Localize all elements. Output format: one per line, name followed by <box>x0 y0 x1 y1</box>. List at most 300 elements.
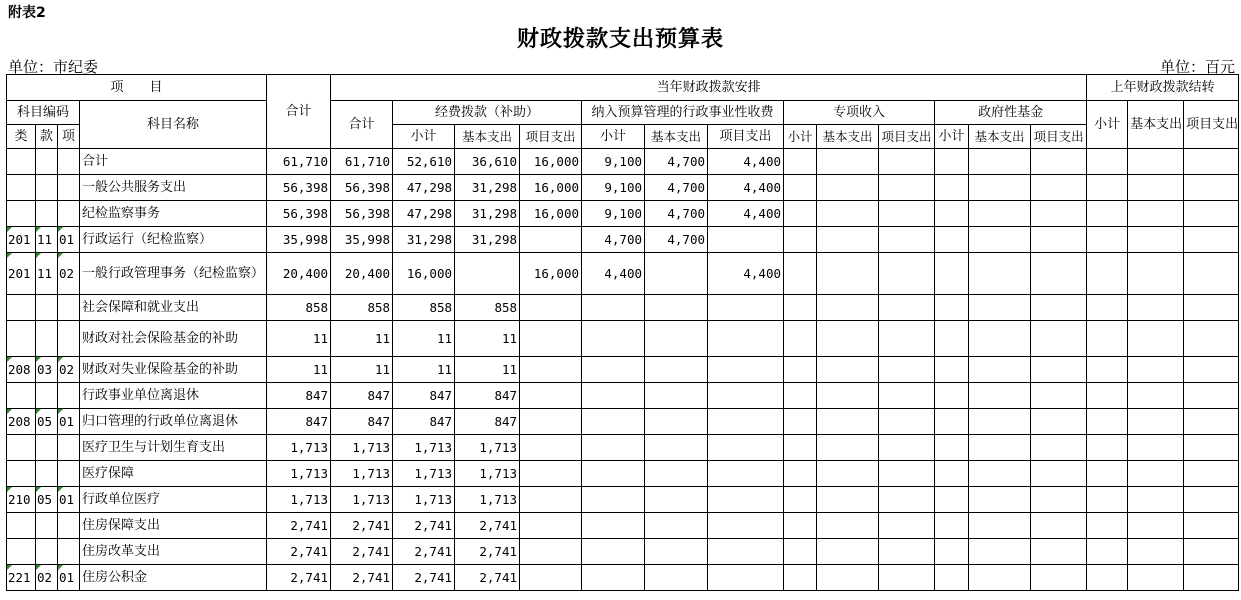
cell-empty <box>1087 253 1128 295</box>
cell-code-xiang: 01 <box>58 227 80 253</box>
header-current-year: 当年财政拨款安排 <box>331 75 1087 101</box>
cell-code-lei <box>7 149 36 175</box>
table-row <box>7 539 1239 565</box>
cell-empty <box>969 513 1031 539</box>
cell-empty <box>817 253 879 295</box>
cell-fees-project: 4,400 <box>708 149 784 175</box>
cell-empty <box>784 357 817 383</box>
cell-code-kuan: 11 <box>36 253 58 295</box>
cell-empty <box>784 175 817 201</box>
cell-code-xiang: 01 <box>58 487 80 513</box>
cell-fees-project: 4,400 <box>708 253 784 295</box>
cell-funds-subtotal: 16,000 <box>393 253 455 295</box>
cell-empty <box>1184 295 1239 321</box>
cell-empty <box>1184 513 1239 539</box>
cell-subject-name: 一般行政管理事务（纪检监察） <box>80 253 267 295</box>
cell-empty <box>1031 565 1087 591</box>
cell-fees-subtotal: 9,100 <box>582 201 645 227</box>
cell-current-total: 61,710 <box>331 149 393 175</box>
cell-current-total: 56,398 <box>331 175 393 201</box>
cell-empty <box>969 227 1031 253</box>
header-xiang: 项 <box>58 125 80 149</box>
cell-empty <box>817 321 879 357</box>
cell-empty <box>1128 321 1184 357</box>
cell-empty <box>1184 201 1239 227</box>
cell-total: 56,398 <box>267 201 331 227</box>
cell-empty <box>817 435 879 461</box>
cell-funds-subtotal: 1,713 <box>393 487 455 513</box>
cell-fees-subtotal <box>582 409 645 435</box>
cell-fees-basic <box>645 435 708 461</box>
cell-fees-project <box>708 383 784 409</box>
cell-empty <box>935 201 969 227</box>
cell-code-kuan <box>36 461 58 487</box>
cell-subject-name: 医疗卫生与计划生育支出 <box>80 435 267 461</box>
cell-total: 56,398 <box>267 175 331 201</box>
cell-fees-project: 4,400 <box>708 201 784 227</box>
cell-empty <box>784 435 817 461</box>
cell-code-kuan: 05 <box>36 487 58 513</box>
header-item: 项 目 <box>7 75 267 101</box>
cell-empty <box>1128 295 1184 321</box>
cell-fees-project <box>708 435 784 461</box>
cell-code-lei: 221 <box>7 565 36 591</box>
cell-empty <box>969 149 1031 175</box>
cell-funds-basic: 11 <box>455 357 520 383</box>
cell-code-lei: 201 <box>7 253 36 295</box>
cell-empty <box>1087 383 1128 409</box>
cell-subject-name: 财政对失业保险基金的补助 <box>80 357 267 383</box>
cell-empty <box>1031 461 1087 487</box>
cell-empty <box>1128 565 1184 591</box>
cell-empty <box>817 539 879 565</box>
cell-empty <box>935 321 969 357</box>
cell-funds-basic: 858 <box>455 295 520 321</box>
cell-fees-basic <box>645 357 708 383</box>
cell-code-lei <box>7 321 36 357</box>
table-row <box>7 295 1239 321</box>
table-row <box>7 409 1239 435</box>
cell-funds-project <box>520 435 582 461</box>
cell-fees-subtotal <box>582 461 645 487</box>
cell-empty <box>935 253 969 295</box>
cell-funds-subtotal: 11 <box>393 321 455 357</box>
table-row <box>7 461 1239 487</box>
cell-total: 2,741 <box>267 565 331 591</box>
cell-empty <box>1184 565 1239 591</box>
cell-empty <box>935 539 969 565</box>
cell-subject-name: 住房保障支出 <box>80 513 267 539</box>
cell-fees-project <box>708 565 784 591</box>
cell-current-total: 11 <box>331 357 393 383</box>
cell-funds-project <box>520 295 582 321</box>
cell-total: 847 <box>267 409 331 435</box>
cell-empty <box>1128 227 1184 253</box>
cell-funds-basic: 31,298 <box>455 201 520 227</box>
table-row <box>7 321 1239 357</box>
cell-funds-subtotal: 847 <box>393 409 455 435</box>
cell-empty <box>879 383 935 409</box>
cell-empty <box>879 461 935 487</box>
cell-empty <box>817 295 879 321</box>
cell-empty <box>935 487 969 513</box>
unit-right-label: 单位：百元 <box>1159 58 1235 76</box>
cell-empty <box>1031 175 1087 201</box>
cell-empty <box>784 227 817 253</box>
cell-fees-basic <box>645 295 708 321</box>
header-last-basic: 基本支出 <box>1128 101 1184 149</box>
cell-empty <box>1087 565 1128 591</box>
cell-code-lei <box>7 175 36 201</box>
header-fees-project: 项目支出 <box>708 125 784 149</box>
cell-empty <box>935 357 969 383</box>
header-special-project: 项目支出 <box>879 125 935 149</box>
header-last-project: 项目支出 <box>1184 101 1239 149</box>
cell-fees-basic: 4,700 <box>645 201 708 227</box>
header-special-subtotal: 小计 <box>784 125 817 149</box>
cell-current-total: 35,998 <box>331 227 393 253</box>
cell-funds-basic: 11 <box>455 321 520 357</box>
cell-empty <box>969 253 1031 295</box>
cell-subject-name: 住房公积金 <box>80 565 267 591</box>
cell-fees-subtotal: 9,100 <box>582 175 645 201</box>
cell-funds-basic: 2,741 <box>455 539 520 565</box>
cell-empty <box>935 461 969 487</box>
cell-empty <box>1087 321 1128 357</box>
cell-empty <box>1087 409 1128 435</box>
header-last-year: 上年财政拨款结转 <box>1087 75 1239 101</box>
cell-empty <box>1128 149 1184 175</box>
cell-fees-basic <box>645 565 708 591</box>
cell-empty <box>784 201 817 227</box>
cell-fees-subtotal: 4,700 <box>582 227 645 253</box>
cell-funds-basic: 36,610 <box>455 149 520 175</box>
cell-empty <box>784 409 817 435</box>
cell-code-kuan: 11 <box>36 227 58 253</box>
cell-fees-basic <box>645 383 708 409</box>
cell-fees-project <box>708 539 784 565</box>
header-fees-subtotal: 小计 <box>582 125 645 149</box>
table-row <box>7 565 1239 591</box>
cell-code-xiang <box>58 461 80 487</box>
cell-empty <box>969 383 1031 409</box>
unit-left-label: 单位：市纪委 <box>8 58 99 76</box>
header-code-group: 科目编码 <box>7 101 80 125</box>
cell-empty <box>817 487 879 513</box>
cell-funds-project: 16,000 <box>520 201 582 227</box>
table-row <box>7 149 1239 175</box>
page-title: 财政拨款支出预算表 <box>516 27 724 52</box>
cell-empty <box>1184 149 1239 175</box>
header-current-total: 合计 <box>331 101 393 149</box>
cell-subject-name: 合计 <box>80 149 267 175</box>
cell-empty <box>1087 201 1128 227</box>
cell-code-lei: 201 <box>7 227 36 253</box>
cell-empty <box>879 513 935 539</box>
cell-fees-basic: 4,700 <box>645 227 708 253</box>
header-funds: 经费拨款（补助） <box>393 101 582 125</box>
cell-funds-project <box>520 461 582 487</box>
cell-fees-project <box>708 487 784 513</box>
cell-empty <box>969 321 1031 357</box>
cell-fees-basic <box>645 487 708 513</box>
cell-empty <box>1128 435 1184 461</box>
cell-empty <box>1031 539 1087 565</box>
cell-funds-basic: 2,741 <box>455 513 520 539</box>
cell-funds-project <box>520 565 582 591</box>
cell-empty <box>784 383 817 409</box>
cell-subject-name: 纪检监察事务 <box>80 201 267 227</box>
header-special-income: 专项收入 <box>784 101 935 125</box>
cell-funds-subtotal: 31,298 <box>393 227 455 253</box>
cell-empty <box>969 487 1031 513</box>
cell-funds-subtotal: 1,713 <box>393 435 455 461</box>
cell-empty <box>935 295 969 321</box>
cell-funds-subtotal: 47,298 <box>393 175 455 201</box>
cell-empty <box>969 357 1031 383</box>
header-funds-project: 项目支出 <box>520 125 582 149</box>
cell-code-xiang <box>58 295 80 321</box>
cell-empty <box>1031 435 1087 461</box>
cell-funds-project <box>520 539 582 565</box>
cell-empty <box>1128 201 1184 227</box>
cell-total: 61,710 <box>267 149 331 175</box>
cell-funds-project <box>520 409 582 435</box>
cell-empty <box>1184 227 1239 253</box>
cell-total: 858 <box>267 295 331 321</box>
cell-empty <box>1184 253 1239 295</box>
cell-empty <box>817 461 879 487</box>
cell-funds-subtotal: 11 <box>393 357 455 383</box>
cell-empty <box>1031 295 1087 321</box>
cell-funds-subtotal: 2,741 <box>393 513 455 539</box>
cell-code-lei <box>7 435 36 461</box>
cell-empty <box>817 227 879 253</box>
cell-funds-subtotal: 858 <box>393 295 455 321</box>
cell-funds-basic: 847 <box>455 409 520 435</box>
cell-current-total: 1,713 <box>331 435 393 461</box>
cell-code-lei: 210 <box>7 487 36 513</box>
cell-funds-project: 16,000 <box>520 175 582 201</box>
cell-empty <box>969 565 1031 591</box>
header-kuan: 款 <box>36 125 58 149</box>
cell-code-kuan <box>36 149 58 175</box>
cell-subject-name: 行政运行（纪检监察） <box>80 227 267 253</box>
cell-empty <box>817 175 879 201</box>
cell-empty <box>879 149 935 175</box>
cell-empty <box>1087 461 1128 487</box>
cell-current-total: 847 <box>331 409 393 435</box>
cell-empty <box>879 565 935 591</box>
cell-fees-project <box>708 295 784 321</box>
cell-empty <box>784 513 817 539</box>
cell-code-kuan: 02 <box>36 565 58 591</box>
cell-funds-project <box>520 487 582 513</box>
cell-fees-basic <box>645 513 708 539</box>
cell-fees-subtotal <box>582 565 645 591</box>
cell-empty <box>1087 295 1128 321</box>
cell-code-kuan <box>36 321 58 357</box>
cell-empty <box>879 539 935 565</box>
cell-empty <box>879 175 935 201</box>
cell-empty <box>1128 409 1184 435</box>
cell-code-kuan <box>36 435 58 461</box>
cell-fees-subtotal <box>582 321 645 357</box>
cell-fees-basic: 4,700 <box>645 149 708 175</box>
cell-code-kuan: 05 <box>36 409 58 435</box>
cell-empty <box>1184 357 1239 383</box>
cell-code-lei <box>7 295 36 321</box>
cell-total: 1,713 <box>267 435 331 461</box>
cell-empty <box>817 383 879 409</box>
cell-empty <box>1031 513 1087 539</box>
cell-fees-project <box>708 357 784 383</box>
header-gov-basic: 基本支出 <box>969 125 1031 149</box>
table-row <box>7 175 1239 201</box>
cell-funds-basic: 1,713 <box>455 435 520 461</box>
cell-code-kuan <box>36 513 58 539</box>
cell-fees-project <box>708 227 784 253</box>
cell-empty <box>969 409 1031 435</box>
cell-funds-basic: 1,713 <box>455 487 520 513</box>
cell-empty <box>1087 149 1128 175</box>
cell-code-lei <box>7 461 36 487</box>
cell-empty <box>784 539 817 565</box>
cell-current-total: 2,741 <box>331 513 393 539</box>
header-gov-project: 项目支出 <box>1031 125 1087 149</box>
cell-fees-subtotal <box>582 539 645 565</box>
cell-fees-subtotal <box>582 487 645 513</box>
cell-funds-subtotal: 2,741 <box>393 539 455 565</box>
cell-empty <box>817 409 879 435</box>
cell-empty <box>969 175 1031 201</box>
cell-empty <box>1087 513 1128 539</box>
cell-empty <box>935 513 969 539</box>
cell-empty <box>1128 461 1184 487</box>
cell-current-total: 11 <box>331 321 393 357</box>
cell-funds-basic: 2,741 <box>455 565 520 591</box>
cell-funds-basic <box>455 253 520 295</box>
table-row <box>7 201 1239 227</box>
cell-code-kuan <box>36 295 58 321</box>
cell-empty <box>817 201 879 227</box>
cell-empty <box>1128 253 1184 295</box>
cell-empty <box>1128 357 1184 383</box>
cell-empty <box>935 149 969 175</box>
cell-empty <box>1031 409 1087 435</box>
table-row <box>7 253 1239 295</box>
cell-current-total: 858 <box>331 295 393 321</box>
cell-funds-subtotal: 2,741 <box>393 565 455 591</box>
cell-empty <box>817 565 879 591</box>
cell-current-total: 1,713 <box>331 487 393 513</box>
cell-code-kuan <box>36 201 58 227</box>
cell-fees-basic <box>645 253 708 295</box>
cell-current-total: 847 <box>331 383 393 409</box>
cell-code-lei: 208 <box>7 357 36 383</box>
cell-empty <box>1184 435 1239 461</box>
cell-fees-subtotal <box>582 435 645 461</box>
header-special-basic: 基本支出 <box>817 125 879 149</box>
cell-code-lei: 208 <box>7 409 36 435</box>
cell-code-xiang <box>58 539 80 565</box>
table-row <box>7 435 1239 461</box>
cell-code-lei <box>7 513 36 539</box>
cell-subject-name: 归口管理的行政单位离退休 <box>80 409 267 435</box>
header-included-fees: 纳入预算管理的行政事业性收费 <box>582 101 784 125</box>
table-row <box>7 513 1239 539</box>
cell-empty <box>935 227 969 253</box>
cell-empty <box>1128 175 1184 201</box>
cell-funds-subtotal: 47,298 <box>393 201 455 227</box>
cell-fees-subtotal: 9,100 <box>582 149 645 175</box>
cell-empty <box>935 565 969 591</box>
cell-empty <box>784 487 817 513</box>
cell-funds-project: 16,000 <box>520 149 582 175</box>
cell-fees-subtotal <box>582 383 645 409</box>
cell-empty <box>969 539 1031 565</box>
cell-empty <box>879 409 935 435</box>
cell-funds-basic: 31,298 <box>455 175 520 201</box>
cell-subject-name: 社会保障和就业支出 <box>80 295 267 321</box>
cell-empty <box>784 253 817 295</box>
annex-label: 附表2 <box>8 5 46 21</box>
cell-empty <box>1087 435 1128 461</box>
cell-subject-name: 财政对社会保险基金的补助 <box>80 321 267 357</box>
cell-empty <box>935 175 969 201</box>
header-subject-name: 科目名称 <box>80 101 267 149</box>
header-funds-basic: 基本支出 <box>455 125 520 149</box>
cell-code-xiang <box>58 383 80 409</box>
cell-subject-name: 医疗保障 <box>80 461 267 487</box>
cell-fees-project <box>708 321 784 357</box>
cell-funds-subtotal: 1,713 <box>393 461 455 487</box>
cell-empty <box>1087 357 1128 383</box>
cell-subject-name: 住房改革支出 <box>80 539 267 565</box>
cell-funds-project: 16,000 <box>520 253 582 295</box>
cell-code-xiang <box>58 513 80 539</box>
cell-total: 847 <box>267 383 331 409</box>
cell-current-total: 20,400 <box>331 253 393 295</box>
cell-fees-subtotal <box>582 513 645 539</box>
cell-total: 2,741 <box>267 539 331 565</box>
cell-empty <box>1031 149 1087 175</box>
header-last-subtotal: 小计 <box>1087 101 1128 149</box>
cell-fees-subtotal: 4,400 <box>582 253 645 295</box>
cell-empty <box>1184 409 1239 435</box>
cell-empty <box>817 149 879 175</box>
cell-total: 1,713 <box>267 487 331 513</box>
cell-current-total: 1,713 <box>331 461 393 487</box>
cell-empty <box>879 357 935 383</box>
cell-empty <box>935 435 969 461</box>
table-row <box>7 383 1239 409</box>
cell-empty <box>1087 227 1128 253</box>
cell-code-xiang <box>58 435 80 461</box>
cell-empty <box>879 295 935 321</box>
cell-code-lei <box>7 539 36 565</box>
cell-empty <box>1031 357 1087 383</box>
cell-empty <box>879 253 935 295</box>
cell-current-total: 2,741 <box>331 539 393 565</box>
cell-funds-basic: 31,298 <box>455 227 520 253</box>
table-row <box>7 227 1239 253</box>
cell-empty <box>1128 383 1184 409</box>
cell-empty <box>1184 383 1239 409</box>
cell-empty <box>784 321 817 357</box>
cell-empty <box>784 565 817 591</box>
cell-total: 1,713 <box>267 461 331 487</box>
